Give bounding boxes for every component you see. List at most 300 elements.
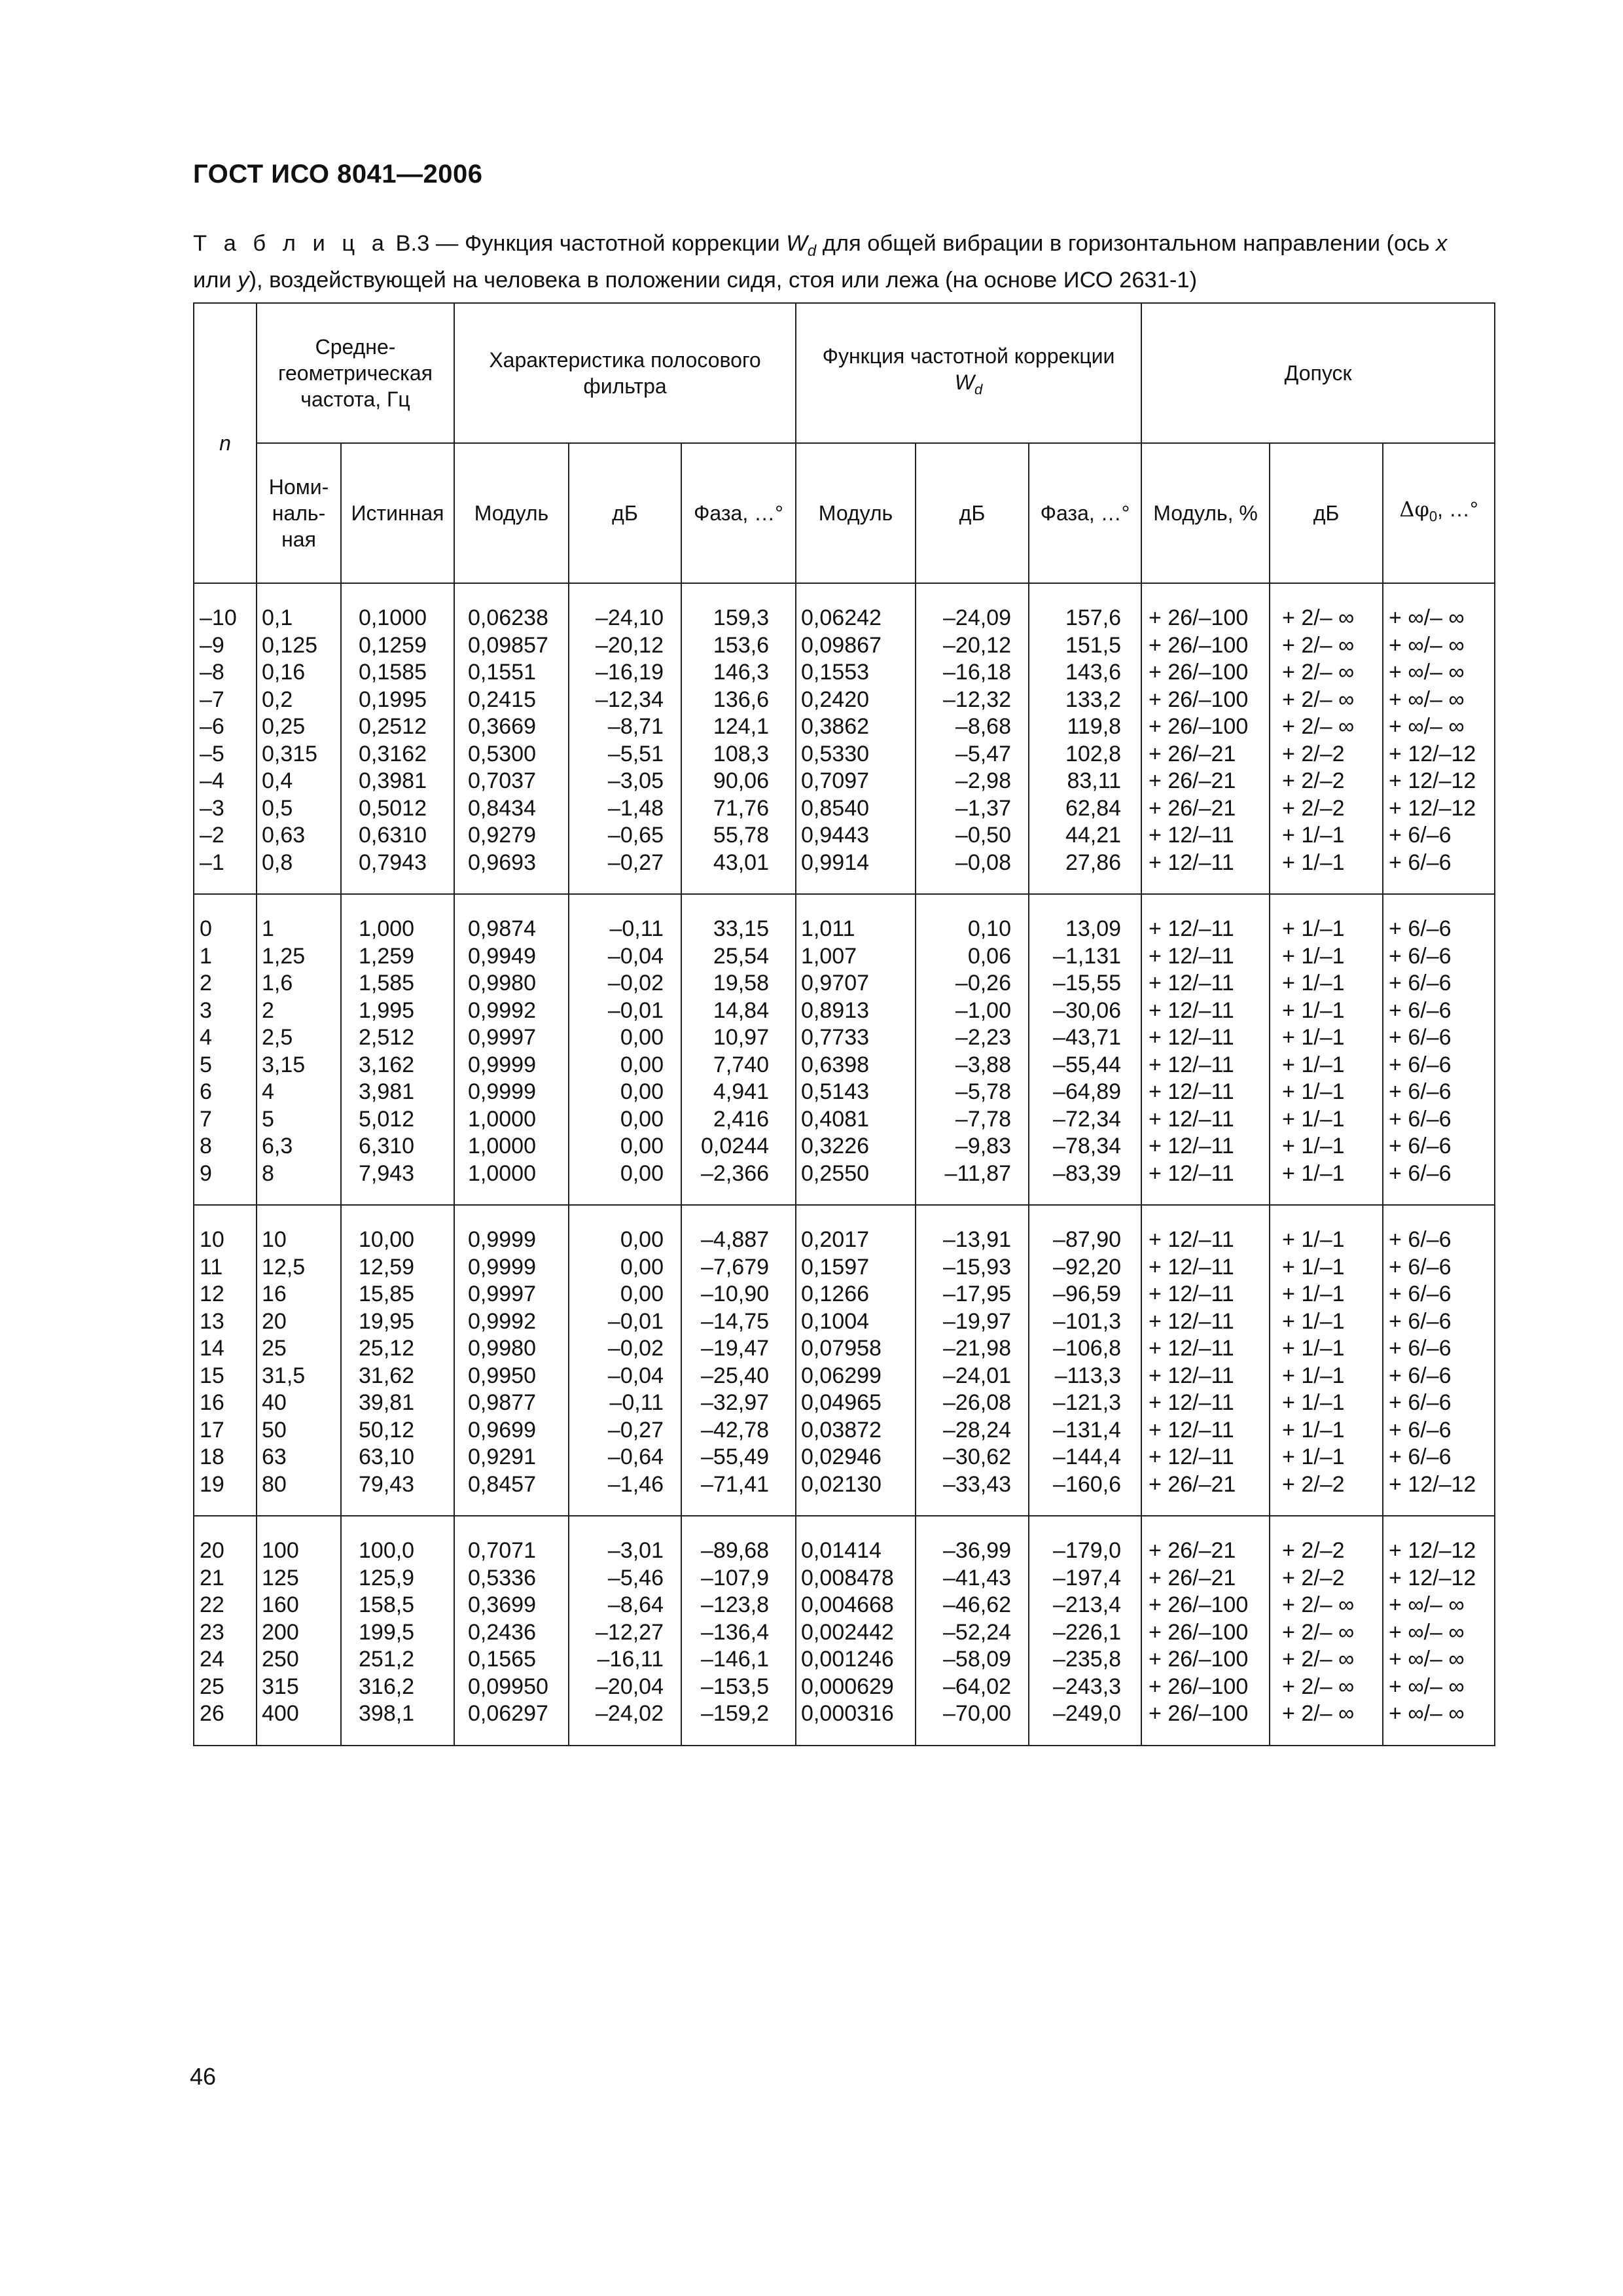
cell-value: 4 (262, 1079, 274, 1104)
header-n: n (194, 303, 257, 583)
cell-value: 0,5300 (468, 741, 536, 766)
table-cell-w-db (916, 583, 1029, 894)
cell-value: 3,15 (262, 1052, 306, 1077)
cell-value: 2,512 (359, 1025, 415, 1050)
cell-value: 1,007 (801, 943, 857, 969)
cell-value: + 2/– ∞ (1282, 1647, 1355, 1672)
cell-value: 62,84 (1065, 795, 1122, 821)
cell-value: 7,943 (359, 1160, 415, 1186)
table-cell-filter-phase (681, 1205, 796, 1516)
cell-value: –1,46 (607, 1471, 664, 1497)
cell-value: 0,06242 (801, 605, 882, 630)
table-cell-w-phase (1029, 583, 1141, 894)
cell-value: 0,9707 (801, 971, 870, 996)
cell-value: –1,37 (955, 795, 1012, 821)
cell-value: –9 (200, 632, 224, 658)
cell-value: 26 (200, 1701, 224, 1726)
cell-value: + ∞/– ∞ (1389, 687, 1465, 712)
cell-value: + 12/–11 (1149, 1308, 1234, 1334)
cell-value: 0,008478 (801, 1565, 894, 1590)
cell-value: 63,10 (359, 1444, 415, 1469)
cell-value: + 1/–1 (1282, 850, 1345, 875)
cell-value: –92,20 (1053, 1254, 1122, 1280)
cell-value: –235,8 (1053, 1647, 1122, 1672)
frequency-weighting-table (193, 302, 1495, 1746)
cell-value: 0,9999 (468, 1079, 536, 1104)
cell-value: 24 (200, 1647, 224, 1672)
cell-value: 0,8913 (801, 997, 870, 1023)
header-weighting-function: Функция частотной коррекции $W_d$ (796, 303, 1141, 443)
weighting-symbol: W (954, 370, 974, 395)
cell-value: 0,9980 (468, 1336, 536, 1361)
cell-value: + 1/–1 (1282, 1160, 1345, 1186)
cell-value: 0,06 (967, 943, 1012, 969)
cell-value: + 6/–6 (1389, 1417, 1452, 1443)
cell-value: 0,1553 (801, 660, 870, 685)
cell-value: + 6/–6 (1389, 1254, 1452, 1280)
cell-value: + 6/–6 (1389, 1308, 1452, 1334)
table-cell-tol-phase (1383, 1516, 1495, 1746)
cell-value: –55,44 (1053, 1052, 1122, 1077)
cell-value: 1,995 (359, 997, 415, 1023)
cell-value: + 12/–11 (1149, 823, 1234, 848)
cell-value: + 1/–1 (1282, 1254, 1345, 1280)
cell-value: 1,585 (359, 971, 415, 996)
cell-value: –3,05 (607, 768, 664, 793)
cell-value: + 6/–6 (1389, 1336, 1452, 1361)
cell-value: 0,09950 (468, 1674, 548, 1699)
cell-value: + 26/–100 (1149, 1701, 1249, 1726)
cell-value: –8 (200, 660, 224, 685)
cell-value: 400 (262, 1701, 299, 1726)
cell-value: –226,1 (1053, 1619, 1122, 1645)
cell-value: 0,1 (262, 605, 293, 630)
cell-value: –24,02 (596, 1701, 664, 1726)
cell-value: + 1/–1 (1282, 1079, 1345, 1104)
cell-value: –3 (200, 795, 224, 821)
caption-line2-rest: ), воздействующей на человека в положении сидя, стоя или лежа (на основе ИСО 2631-1) (249, 267, 1198, 293)
cell-value: 8 (200, 1134, 212, 1158)
cell-value: 102,8 (1065, 741, 1122, 766)
cell-value: 0,5 (262, 795, 293, 821)
cell-value: + 6/–6 (1389, 943, 1452, 969)
cell-value: + 26/–100 (1149, 687, 1249, 712)
cell-value: –0,11 (609, 916, 664, 941)
cell-value: 4 (200, 1025, 212, 1050)
cell-value: 0,9693 (468, 850, 536, 875)
cell-value: –113,3 (1054, 1363, 1122, 1388)
cell-value: + 12/–11 (1149, 971, 1234, 996)
cell-value: –153,5 (701, 1674, 770, 1699)
cell-value: –101,3 (1053, 1308, 1122, 1334)
cell-value: + 12/–11 (1149, 1160, 1234, 1186)
cell-value: –197,4 (1053, 1565, 1122, 1590)
cell-value: 0,001246 (801, 1647, 894, 1672)
cell-value: 0,7037 (468, 768, 536, 793)
cell-value: 0,1266 (801, 1282, 870, 1306)
cell-value: + 6/–6 (1389, 916, 1452, 941)
caption-axis-y: y (238, 267, 249, 293)
cell-value: 3,981 (359, 1079, 415, 1104)
cell-value: –5,51 (607, 741, 664, 766)
cell-value: + 6/–6 (1389, 1160, 1452, 1186)
header-filter-modulus: Модуль (454, 443, 569, 583)
caption-number: В.3 (395, 231, 430, 256)
cell-value: 0,25 (262, 714, 306, 739)
cell-value: 0,7071 (468, 1538, 536, 1563)
table-cell-tol-mod (1141, 583, 1270, 894)
cell-value: 0,9443 (801, 823, 870, 848)
cell-value: + 26/–100 (1149, 714, 1249, 739)
cell-value: –12,32 (943, 687, 1012, 712)
cell-value: 250 (262, 1647, 299, 1672)
caption-text-rest: для общей вибрации в горизонтальном направлении (ось (816, 231, 1436, 256)
table-cell-nominal (257, 583, 341, 894)
cell-value: 6 (200, 1079, 212, 1104)
header-filter-db: дБ (569, 443, 681, 583)
cell-value: + ∞/– ∞ (1389, 632, 1465, 658)
cell-value: 0,4 (262, 768, 293, 793)
cell-value: –3,01 (607, 1538, 664, 1563)
cell-value: 157,6 (1065, 605, 1122, 630)
cell-value: 0,9999 (468, 1227, 536, 1252)
cell-value: 0,8457 (468, 1471, 536, 1497)
cell-value: –179,0 (1053, 1538, 1122, 1563)
cell-value: –30,62 (943, 1444, 1012, 1469)
cell-value: –123,8 (701, 1592, 770, 1617)
cell-value: 0,09867 (801, 632, 882, 658)
cell-value: 0,1551 (468, 660, 536, 685)
cell-value: 0,00 (620, 1160, 664, 1186)
cell-value: 0,9999 (468, 1052, 536, 1077)
cell-value: + 6/–6 (1389, 971, 1452, 996)
cell-value: –249,0 (1053, 1701, 1122, 1726)
cell-value: 1 (200, 943, 212, 969)
table-cell-filter-mod (454, 894, 569, 1205)
cell-value: + 1/–1 (1282, 1134, 1345, 1158)
cell-value: –1 (200, 850, 224, 875)
cell-value: –0,26 (955, 971, 1012, 996)
cell-value: –25,40 (701, 1363, 770, 1388)
cell-value: –2,366 (701, 1160, 770, 1186)
cell-value: 0,16 (262, 660, 306, 685)
cell-value: –7 (200, 687, 224, 712)
cell-value: 13,09 (1065, 916, 1122, 941)
cell-value: 100 (262, 1538, 299, 1563)
cell-value: –19,97 (943, 1308, 1012, 1334)
cell-value: –7,679 (701, 1254, 770, 1280)
header-mid-frequency: Средне-геометрическая частота, Гц (257, 303, 454, 443)
caption-symbol-subscript: d (807, 242, 817, 260)
cell-value: 251,2 (359, 1647, 415, 1672)
table-cell-filter-mod (454, 1205, 569, 1516)
cell-value: –26,08 (943, 1390, 1012, 1415)
cell-value: –71,41 (701, 1471, 770, 1497)
cell-value: 0,1259 (359, 632, 427, 658)
cell-value: + 2/–2 (1282, 741, 1345, 766)
table-cell-tol-phase (1383, 1205, 1495, 1516)
cell-value: 3,162 (359, 1052, 415, 1077)
cell-value: –7,78 (955, 1106, 1012, 1132)
table-cell-n (194, 1516, 257, 1746)
cell-value: –72,34 (1053, 1106, 1122, 1132)
cell-value: + 12/–11 (1149, 1282, 1234, 1306)
cell-value: 7 (200, 1106, 212, 1132)
cell-value: + 1/–1 (1282, 1308, 1345, 1334)
cell-value: 1,6 (262, 971, 293, 996)
cell-value: –20,04 (596, 1674, 664, 1699)
cell-value: 0,2512 (359, 714, 427, 739)
cell-value: 0,9699 (468, 1417, 536, 1443)
caption-symbol: W (786, 231, 808, 256)
cell-value: 1,25 (262, 943, 306, 969)
cell-value: + 12/–11 (1149, 1106, 1234, 1132)
cell-value: + 2/–2 (1282, 1471, 1345, 1497)
cell-value: + 12/–11 (1149, 1417, 1234, 1443)
cell-value: –78,34 (1053, 1134, 1122, 1158)
cell-value: 71,76 (713, 795, 770, 821)
cell-value: –0,01 (607, 997, 664, 1023)
cell-value: 0,00 (620, 1079, 664, 1104)
cell-value: + 1/–1 (1282, 823, 1345, 848)
cell-value: + 1/–1 (1282, 1363, 1345, 1388)
header-weighting-phase: Фаза, …° (1029, 443, 1141, 583)
cell-value: –12,27 (596, 1619, 664, 1645)
cell-value: + 26/–100 (1149, 660, 1249, 685)
header-band-filter: Характеристика полосового фильтра (454, 303, 796, 443)
cell-value: + 6/–6 (1389, 1390, 1452, 1415)
cell-value: 2 (262, 997, 274, 1023)
cell-value: + 12/–11 (1149, 1052, 1234, 1077)
cell-value: 0,5012 (359, 795, 427, 821)
cell-value: 2 (200, 971, 212, 996)
cell-value: 119,8 (1067, 714, 1122, 739)
table-cell-tol-mod (1141, 1205, 1270, 1516)
cell-value: –3,88 (955, 1052, 1012, 1077)
cell-value: 17 (200, 1417, 224, 1443)
cell-value: 10 (200, 1227, 224, 1252)
cell-value: 18 (200, 1444, 224, 1469)
cell-value: + 1/–1 (1282, 1227, 1345, 1252)
cell-value: 16 (200, 1390, 224, 1415)
table-cell-w-db (916, 1205, 1029, 1516)
cell-value: 0,03872 (801, 1417, 882, 1443)
cell-value: + 1/–1 (1282, 997, 1345, 1023)
cell-value: 6,3 (262, 1134, 293, 1158)
cell-value: 0,9877 (468, 1390, 536, 1415)
cell-value: 0,6398 (801, 1052, 870, 1077)
cell-value: –33,43 (943, 1471, 1012, 1497)
cell-value: –30,06 (1053, 997, 1122, 1023)
table-cell-w-mod (796, 1516, 916, 1746)
table-body (194, 583, 1495, 1746)
cell-value: 5 (200, 1052, 212, 1077)
cell-value: 0,00 (620, 1282, 664, 1306)
cell-value: –0,27 (607, 850, 664, 875)
cell-value: + 12/–11 (1149, 943, 1234, 969)
cell-value: + ∞/– ∞ (1389, 1592, 1465, 1617)
table-row-group (194, 1205, 1495, 1516)
cell-value: 0,000316 (801, 1701, 894, 1726)
cell-value: –243,3 (1053, 1674, 1122, 1699)
cell-value: 0,3669 (468, 714, 536, 739)
page-number: 46 (190, 2063, 217, 2090)
cell-value: 124,1 (713, 714, 770, 739)
cell-value: –0,04 (607, 1363, 664, 1388)
table-cell-filter-db (569, 1205, 681, 1516)
cell-value: + 2/– ∞ (1282, 714, 1355, 739)
cell-value: 0,06299 (801, 1363, 882, 1388)
cell-value: 0,9279 (468, 823, 536, 848)
cell-value: 0,7097 (801, 768, 870, 793)
cell-value: + 1/–1 (1282, 971, 1345, 996)
cell-value: –83,39 (1053, 1160, 1122, 1186)
cell-value: 43,01 (713, 850, 770, 875)
cell-value: –41,43 (943, 1565, 1012, 1590)
cell-value: 0,9999 (468, 1254, 536, 1280)
cell-value: –1,131 (1053, 943, 1122, 969)
cell-value: –2,98 (955, 768, 1012, 793)
table-cell-w-phase (1029, 894, 1141, 1205)
cell-value: 133,2 (1065, 687, 1122, 712)
cell-value: + 6/–6 (1389, 1282, 1452, 1306)
table-cell-tol-db (1270, 1205, 1383, 1516)
cell-value: –28,24 (943, 1417, 1012, 1443)
table-cell-filter-mod (454, 1516, 569, 1746)
cell-value: 0,2415 (468, 687, 536, 712)
cell-value: 0,9997 (468, 1282, 536, 1306)
cell-value: 125,9 (359, 1565, 415, 1590)
cell-value: 10 (262, 1227, 287, 1252)
cell-value: + 6/–6 (1389, 1227, 1452, 1252)
cell-value: 0,04965 (801, 1390, 882, 1415)
cell-value: 1,0000 (468, 1160, 536, 1186)
cell-value: –0,27 (607, 1417, 664, 1443)
cell-value: + 1/–1 (1282, 1282, 1345, 1306)
header-true: Истинная (341, 443, 454, 583)
cell-value: + 6/–6 (1389, 1363, 1452, 1388)
cell-value: –42,78 (701, 1417, 770, 1443)
cell-value: + 26/–21 (1149, 795, 1236, 821)
cell-value: –20,12 (943, 632, 1012, 658)
cell-value: 0,5330 (801, 741, 870, 766)
cell-value: 0,004668 (801, 1592, 894, 1617)
cell-value: –11,87 (944, 1160, 1012, 1186)
cell-value: 0,1597 (801, 1254, 870, 1280)
cell-value: + 1/–1 (1282, 1444, 1345, 1469)
cell-value: + 1/–1 (1282, 916, 1345, 941)
cell-value: 14,84 (713, 997, 770, 1023)
cell-value: –159,2 (701, 1701, 770, 1726)
cell-value: + 1/–1 (1282, 1390, 1345, 1415)
table-row-group (194, 894, 1495, 1205)
cell-value: 63 (262, 1444, 287, 1469)
table-cell-tol-mod (1141, 1516, 1270, 1746)
cell-value: –46,62 (943, 1592, 1012, 1617)
cell-value: + 26/–21 (1149, 1565, 1236, 1590)
cell-value: 0,2550 (801, 1160, 870, 1186)
cell-value: + 12/–11 (1149, 1227, 1234, 1252)
cell-value: + 12/–11 (1149, 997, 1234, 1023)
cell-value: 0,02946 (801, 1444, 882, 1469)
cell-value: + 12/–12 (1389, 768, 1476, 793)
cell-value: –87,90 (1053, 1227, 1122, 1252)
cell-value: + 2/– ∞ (1282, 1701, 1355, 1726)
table-cell-nominal (257, 1205, 341, 1516)
cell-value: –24,09 (943, 605, 1012, 630)
cell-value: + 12/–11 (1149, 916, 1234, 941)
cell-value: 0,00 (620, 1025, 664, 1050)
cell-value: 125 (262, 1565, 299, 1590)
cell-value: 25,12 (359, 1336, 415, 1361)
cell-value: –52,24 (943, 1619, 1012, 1645)
cell-value: 83,11 (1067, 768, 1122, 793)
cell-value: 31,62 (359, 1363, 415, 1388)
cell-value: 160 (262, 1592, 299, 1617)
cell-value: 6,310 (359, 1134, 415, 1158)
cell-value: –9,83 (955, 1134, 1012, 1158)
cell-value: 50 (262, 1417, 287, 1443)
cell-value: + 2/–2 (1282, 795, 1345, 821)
cell-value: –5,46 (607, 1565, 664, 1590)
cell-value: 20 (262, 1308, 287, 1334)
cell-value: + 1/–1 (1282, 1106, 1345, 1132)
cell-value: –4,887 (701, 1227, 770, 1252)
cell-value: + 1/–1 (1282, 943, 1345, 969)
cell-value: + 2/– ∞ (1282, 1592, 1355, 1617)
cell-value: 1,000 (359, 916, 415, 941)
cell-value: –0,08 (955, 850, 1012, 875)
cell-value: + 2/– ∞ (1282, 1619, 1355, 1645)
cell-value: 0,00 (620, 1227, 664, 1252)
cell-value: + 6/–6 (1389, 1444, 1452, 1469)
table-cell-filter-phase (681, 1516, 796, 1746)
caption-axis-x: x (1436, 231, 1448, 256)
cell-value: –16,11 (597, 1647, 664, 1672)
cell-value: 0,00 (620, 1106, 664, 1132)
cell-value: 7,740 (713, 1052, 770, 1077)
cell-value: 0,8 (262, 850, 293, 875)
cell-value: 55,78 (713, 823, 770, 848)
cell-value: –32,97 (701, 1390, 770, 1415)
table-cell-w-db (916, 1516, 1029, 1746)
cell-value: 143,6 (1065, 660, 1122, 685)
cell-value: 1,259 (359, 943, 415, 969)
cell-value: –5,47 (955, 741, 1012, 766)
cell-value: 9 (200, 1160, 212, 1186)
cell-value: + 1/–1 (1282, 1336, 1345, 1361)
cell-value: + 1/–1 (1282, 1025, 1345, 1050)
cell-value: 0,9914 (801, 850, 870, 875)
cell-value: 19 (200, 1471, 224, 1497)
cell-value: 0,6310 (359, 823, 427, 848)
cell-value: 0,4081 (801, 1106, 870, 1132)
cell-value: 0,5336 (468, 1565, 536, 1590)
cell-value: 0,3226 (801, 1134, 870, 1158)
cell-value: 0,9992 (468, 1308, 536, 1334)
cell-value: –213,4 (1053, 1592, 1122, 1617)
cell-value: + 2/– ∞ (1282, 1674, 1355, 1699)
cell-value: + 2/–2 (1282, 1538, 1345, 1563)
cell-value: 15 (200, 1363, 224, 1388)
cell-value: 200 (262, 1619, 299, 1645)
table-cell-w-mod (796, 894, 916, 1205)
table-cell-n (194, 1205, 257, 1516)
header-weighting-modulus: Модуль (796, 443, 916, 583)
table-cell-tol-db (1270, 1516, 1383, 1746)
cell-value: –5,78 (955, 1079, 1012, 1104)
cell-value: 0,2017 (801, 1227, 870, 1252)
